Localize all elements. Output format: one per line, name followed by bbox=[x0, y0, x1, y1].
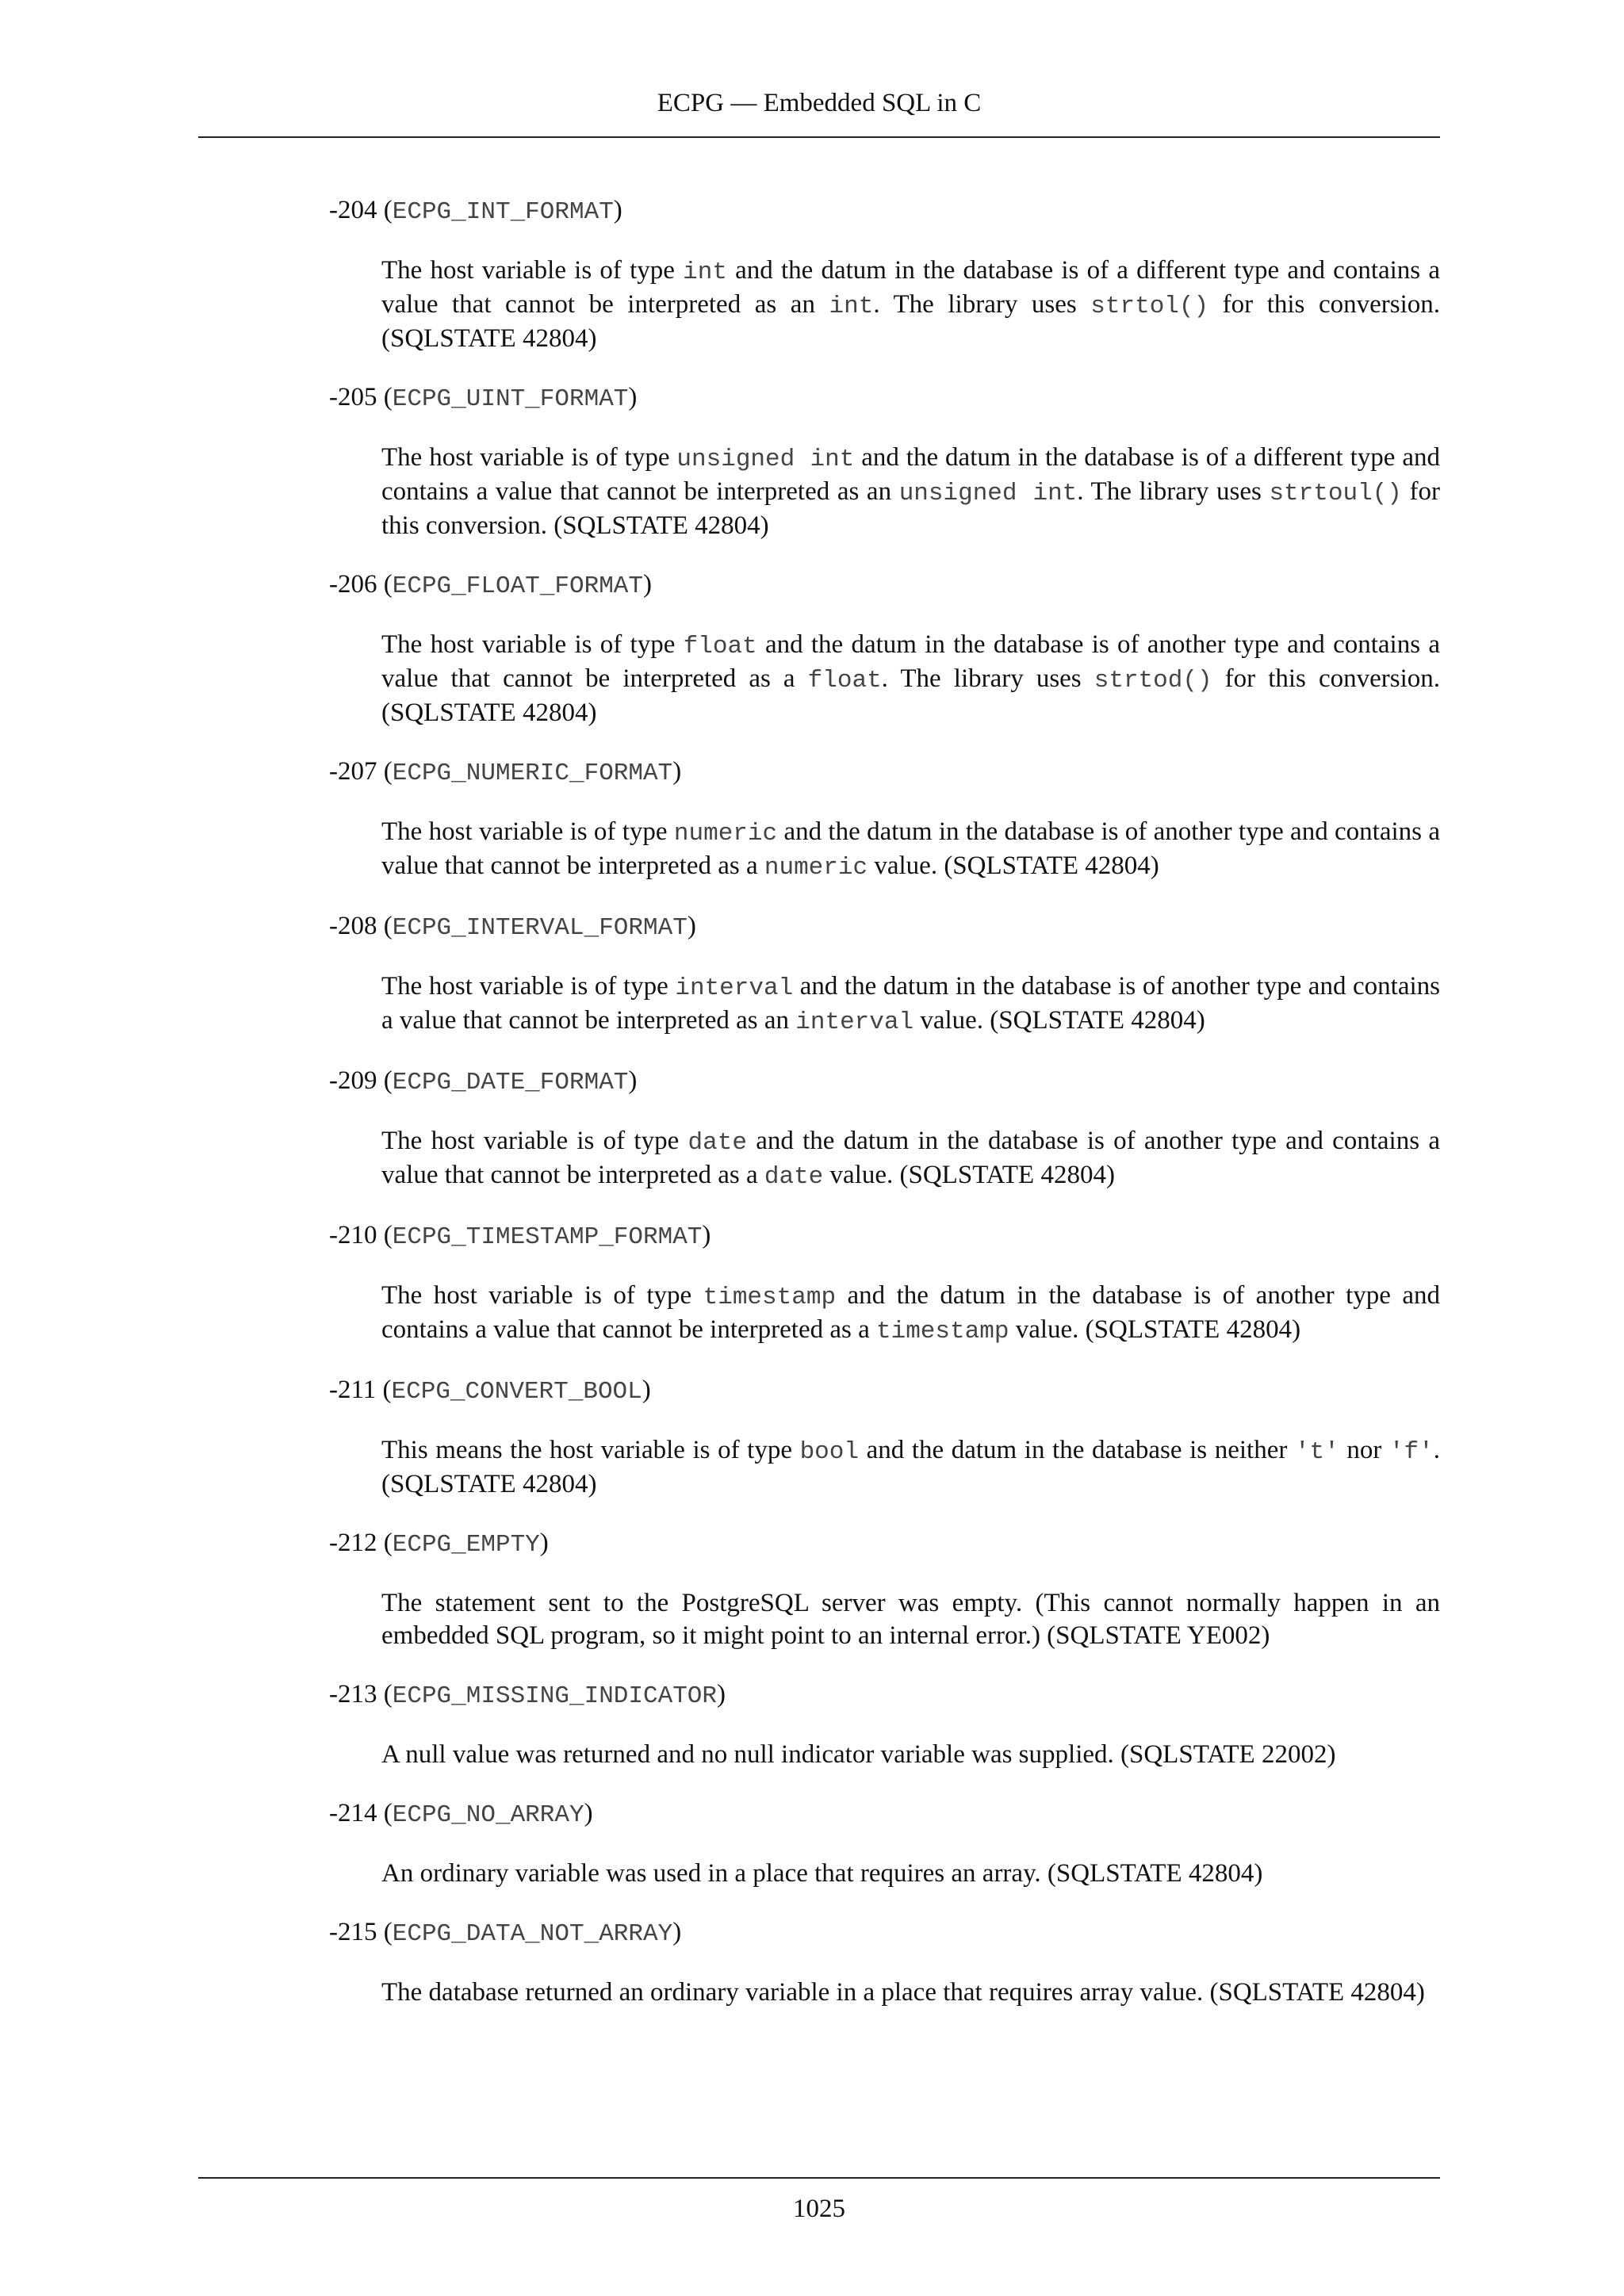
error-constant-name: ECPG_INT_FORMAT bbox=[392, 198, 614, 226]
inline-code: interval bbox=[795, 1008, 914, 1036]
inline-code: float bbox=[683, 633, 757, 660]
description-text: An ordinary variable was used in a place that requires an array. (SQLSTATE 42804) bbox=[381, 1859, 1263, 1888]
description-text: value. (SQLSTATE 42804) bbox=[823, 1161, 1115, 1189]
description-text: This means the host variable is of type bbox=[381, 1436, 800, 1464]
error-code-number: -211 bbox=[329, 1376, 377, 1404]
error-code-number: -210 bbox=[329, 1221, 377, 1249]
error-code-description bbox=[381, 629, 1440, 729]
page-number: 1025 bbox=[793, 2195, 845, 2223]
description-text: The statement sent to the PostgreSQL server was empty. (This cannot normally happen in an embedded SQL program, so it might point to an internal error.) (SQLSTATE YE002) bbox=[381, 1589, 1440, 1650]
error-code-description bbox=[381, 816, 1440, 884]
error-code-list bbox=[329, 194, 1440, 2035]
description-text: . (SQLSTATE 42804) bbox=[381, 1436, 1440, 1498]
description-text: for this conversion. (SQLSTATE 42804) bbox=[381, 290, 1440, 353]
inline-code: date bbox=[764, 1163, 824, 1191]
description-text: value. (SQLSTATE 42804) bbox=[868, 851, 1159, 880]
error-code-description bbox=[381, 442, 1440, 542]
inline-code: timestamp bbox=[703, 1284, 837, 1311]
error-constant-name: ECPG_DATA_NOT_ARRAY bbox=[392, 1920, 673, 1948]
description-text: and the datum in the database is of another type and contains a value that cannot be interpreted as a bbox=[381, 817, 1440, 880]
error-code-description bbox=[381, 1739, 1440, 1771]
error-constant-name: ECPG_MISSING_INDICATOR bbox=[392, 1682, 718, 1710]
description-text: A null value was returned and no null indicator variable was supplied. (SQLSTATE 22002) bbox=[381, 1740, 1336, 1769]
description-text: The host variable is of type bbox=[381, 972, 676, 1001]
error-constant-name: ECPG_TIMESTAMP_FORMAT bbox=[392, 1223, 703, 1251]
description-text: and the datum in the database is of another type and contains a value that cannot be interpreted as a bbox=[381, 1127, 1440, 1189]
description-text: and the datum in the database is of another type and contains a value that cannot be interpreted as a bbox=[381, 630, 1440, 693]
error-constant-name: ECPG_NO_ARRAY bbox=[392, 1801, 584, 1829]
error-code-number: -205 bbox=[329, 383, 377, 411]
error-code-description bbox=[381, 1280, 1440, 1348]
error-code-term: -214 (ECPG_NO_ARRAY) bbox=[329, 1799, 593, 1829]
inline-code: 't' bbox=[1294, 1438, 1339, 1466]
inline-code: strtod() bbox=[1094, 667, 1212, 695]
inline-code: 'f' bbox=[1388, 1438, 1434, 1466]
description-text: . The library uses bbox=[873, 290, 1091, 319]
error-code-term: -213 (ECPG_MISSING_INDICATOR) bbox=[329, 1680, 726, 1710]
inline-code: unsigned int bbox=[676, 446, 855, 473]
error-code-number: -204 bbox=[329, 196, 377, 224]
description-text: The host variable is of type bbox=[381, 630, 684, 659]
inline-code: numeric bbox=[764, 854, 868, 882]
description-text: and the datum in the database is neither bbox=[859, 1436, 1295, 1464]
error-constant-name: ECPG_EMPTY bbox=[392, 1531, 540, 1559]
error-code-description bbox=[381, 970, 1440, 1039]
description-text: nor bbox=[1339, 1436, 1389, 1464]
inline-code: timestamp bbox=[876, 1318, 1009, 1345]
inline-code: date bbox=[688, 1129, 747, 1157]
description-text: and the datum in the database is of another type and contains a value that cannot be interpreted as an bbox=[381, 972, 1440, 1035]
header-rule bbox=[198, 136, 1440, 138]
description-text: value. (SQLSTATE 42804) bbox=[914, 1006, 1205, 1035]
error-code-term: -206 (ECPG_FLOAT_FORMAT) bbox=[329, 570, 653, 600]
error-code-description bbox=[381, 1125, 1440, 1193]
error-code-term: -215 (ECPG_DATA_NOT_ARRAY) bbox=[329, 1918, 682, 1948]
description-text: The host variable is of type bbox=[381, 256, 684, 285]
inline-code: interval bbox=[675, 974, 794, 1002]
footer-rule bbox=[198, 2177, 1440, 2179]
description-text: and the datum in the database is of a different type and contains a value that cannot be interpreted as an bbox=[381, 256, 1440, 319]
error-code-term: -212 (ECPG_EMPTY) bbox=[329, 1529, 549, 1559]
error-code-term: -205 (ECPG_UINT_FORMAT) bbox=[329, 383, 638, 413]
error-constant-name: ECPG_UINT_FORMAT bbox=[392, 385, 629, 413]
inline-code: float bbox=[807, 667, 882, 695]
inline-code: bool bbox=[799, 1438, 859, 1466]
description-text: . The library uses bbox=[1077, 477, 1270, 506]
error-code-number: -209 bbox=[329, 1066, 377, 1095]
description-text: and the datum in the database is of another type and contains a value that cannot be interpreted as a bbox=[381, 1281, 1440, 1344]
error-code-description bbox=[381, 1976, 1440, 2009]
error-code-description bbox=[381, 254, 1440, 355]
error-code-description bbox=[381, 1434, 1440, 1501]
error-code-number: -206 bbox=[329, 570, 377, 599]
inline-code: unsigned int bbox=[898, 480, 1078, 507]
inline-code: int bbox=[829, 293, 874, 320]
error-code-number: -213 bbox=[329, 1680, 377, 1709]
error-constant-name: ECPG_FLOAT_FORMAT bbox=[392, 572, 644, 600]
error-constant-name: ECPG_INTERVAL_FORMAT bbox=[392, 914, 688, 942]
description-text: and the datum in the database is of a different type and contains a value that cannot be interpreted as an bbox=[381, 443, 1440, 506]
error-code-number: -208 bbox=[329, 912, 377, 940]
error-code-description bbox=[381, 1858, 1440, 1890]
error-constant-name: ECPG_DATE_FORMAT bbox=[392, 1069, 629, 1096]
inline-code: numeric bbox=[673, 820, 778, 848]
error-code-term: -209 (ECPG_DATE_FORMAT) bbox=[329, 1066, 638, 1096]
error-code-number: -215 bbox=[329, 1918, 377, 1946]
error-code-term: -211 (ECPG_CONVERT_BOOL) bbox=[329, 1376, 651, 1406]
error-code-term: -208 (ECPG_INTERVAL_FORMAT) bbox=[329, 912, 696, 942]
page-header: ECPG — Embedded SQL in C bbox=[657, 89, 982, 117]
error-constant-name: ECPG_CONVERT_BOOL bbox=[391, 1378, 642, 1406]
inline-code: strtoul() bbox=[1269, 480, 1402, 507]
description-text: The host variable is of type bbox=[381, 443, 677, 472]
error-constant-name: ECPG_NUMERIC_FORMAT bbox=[392, 760, 673, 787]
error-code-number: -207 bbox=[329, 757, 377, 786]
error-code-term: -207 (ECPG_NUMERIC_FORMAT) bbox=[329, 757, 682, 787]
error-code-number: -212 bbox=[329, 1529, 377, 1557]
description-text: The host variable is of type bbox=[381, 817, 674, 846]
description-text: The host variable is of type bbox=[381, 1127, 688, 1155]
error-code-description bbox=[381, 1587, 1440, 1652]
description-text: The host variable is of type bbox=[381, 1281, 703, 1310]
description-text: value. (SQLSTATE 42804) bbox=[1009, 1315, 1301, 1344]
description-text: The database returned an ordinary variable in a place that requires array value. (SQLSTATE 42804) bbox=[381, 1978, 1425, 2007]
error-code-term: -204 (ECPG_INT_FORMAT) bbox=[329, 196, 622, 226]
inline-code: strtol() bbox=[1090, 293, 1209, 320]
inline-code: int bbox=[683, 258, 727, 286]
description-text: for this conversion. (SQLSTATE 42804) bbox=[381, 664, 1440, 727]
error-code-term: -210 (ECPG_TIMESTAMP_FORMAT) bbox=[329, 1221, 711, 1251]
description-text: for this conversion. (SQLSTATE 42804) bbox=[381, 477, 1440, 540]
error-code-number: -214 bbox=[329, 1799, 377, 1827]
description-text: . The library uses bbox=[881, 664, 1094, 693]
